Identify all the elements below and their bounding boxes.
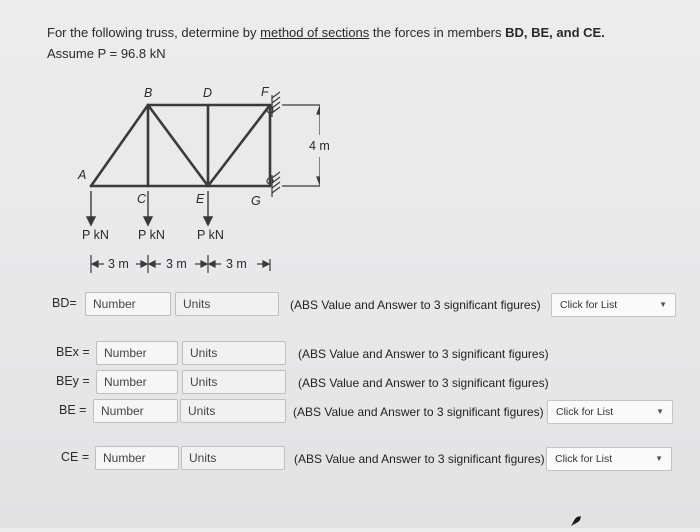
truss-diagram	[60, 75, 320, 285]
node-label-f: F	[261, 85, 269, 99]
method-link: method of sections	[260, 25, 370, 40]
height-dimension-label: 4 m	[309, 139, 330, 153]
load-label-2: P kN	[138, 228, 165, 242]
be-label: BE =	[59, 403, 87, 417]
load-label-1: P kN	[82, 228, 109, 242]
question-middle: the forces in members	[369, 25, 506, 40]
question-members: BD, BE, and CE.	[505, 25, 605, 40]
mouse-pointer-icon	[570, 514, 582, 532]
node-label-e: E	[196, 192, 205, 206]
ce-note: (ABS Value and Answer to 3 significant figures)	[294, 452, 545, 466]
bd-label: BD=	[52, 296, 77, 310]
bex-number-input[interactable]: Number	[96, 341, 178, 365]
question-line-1	[47, 22, 605, 43]
span-label-1: 3 m	[108, 257, 129, 271]
chevron-down-icon: ▼	[655, 454, 663, 463]
node-label-b: B	[144, 86, 153, 100]
be-list-label: Click for List	[556, 406, 614, 418]
node-label-c: C	[137, 192, 147, 206]
ce-number-input[interactable]: Number	[95, 446, 179, 470]
ce-list-select[interactable]	[546, 447, 672, 471]
bey-number-input[interactable]: Number	[96, 370, 178, 394]
bd-list-label: Click for List	[560, 299, 618, 311]
be-note: (ABS Value and Answer to 3 significant figures)	[293, 405, 544, 419]
be-list-select[interactable]	[547, 400, 673, 424]
truss-figure	[60, 75, 330, 285]
be-number-input[interactable]: Number	[93, 399, 178, 423]
bey-note: (ABS Value and Answer to 3 significant figures)	[298, 376, 549, 390]
bd-list-select[interactable]	[551, 293, 676, 317]
bey-units-input[interactable]: Units	[182, 370, 286, 394]
bex-units-input[interactable]: Units	[182, 341, 286, 365]
node-label-d: D	[203, 86, 213, 100]
ce-list-label: Click for List	[555, 453, 613, 465]
bex-note: (ABS Value and Answer to 3 significant figures)	[298, 347, 549, 361]
chevron-down-icon: ▼	[659, 300, 667, 309]
node-label-a: A	[78, 168, 87, 182]
question-text	[47, 22, 605, 64]
bd-number-input[interactable]: Number	[85, 292, 171, 316]
chevron-down-icon: ▼	[656, 407, 664, 416]
span-label-2: 3 m	[166, 257, 187, 271]
bd-units-input[interactable]: Units	[175, 292, 279, 316]
bey-label: BEy =	[56, 374, 90, 388]
be-units-input[interactable]: Units	[180, 399, 286, 423]
ce-label: CE =	[61, 450, 90, 464]
bex-label: BEx =	[56, 345, 90, 359]
load-label-3: P kN	[197, 228, 224, 242]
bd-note: (ABS Value and Answer to 3 significant figures)	[290, 298, 541, 312]
question-assume: Assume P = 96.8 kN	[47, 46, 166, 61]
span-label-3: 3 m	[226, 257, 247, 271]
node-label-g: G	[251, 194, 261, 208]
question-prefix: For the following truss, determine by	[47, 25, 261, 40]
ce-units-input[interactable]: Units	[181, 446, 285, 470]
